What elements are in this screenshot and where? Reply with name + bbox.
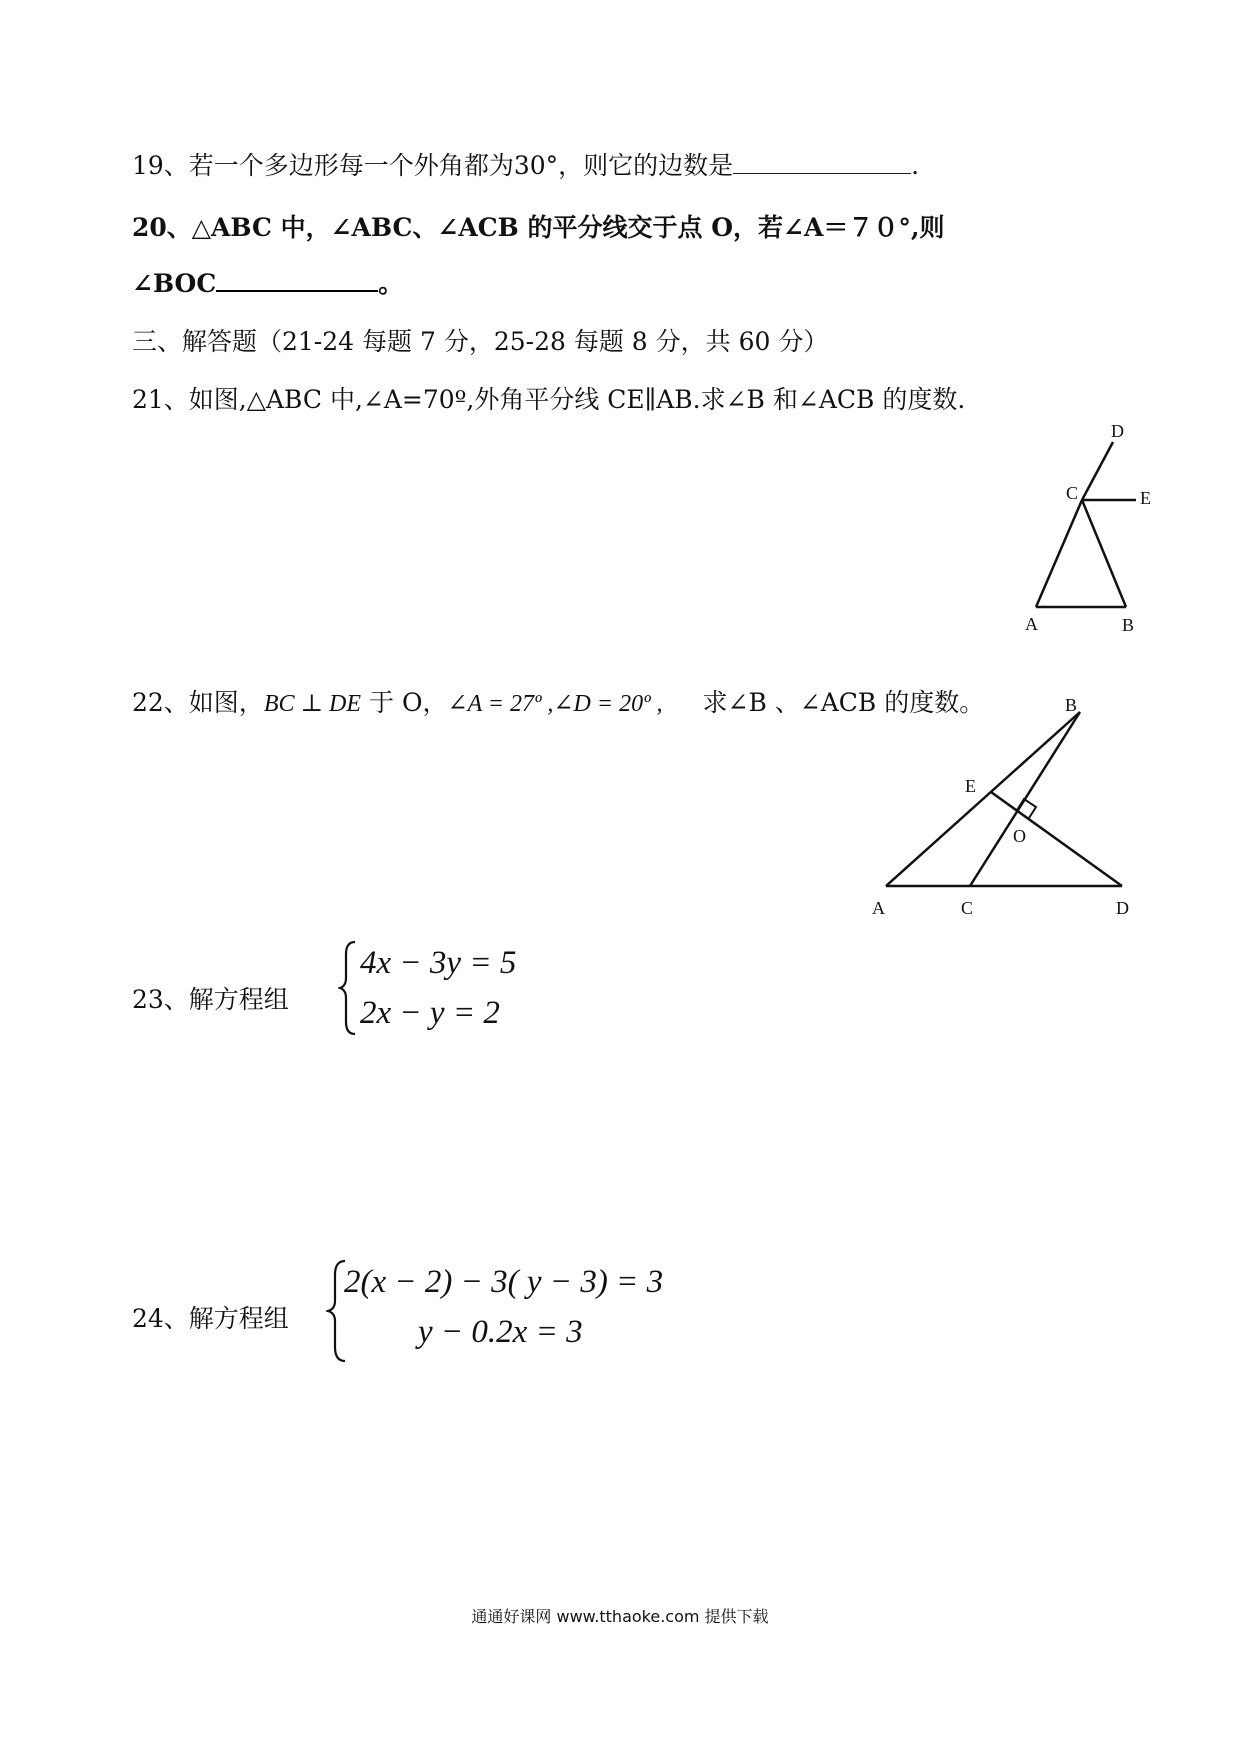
answer-blank-19[interactable] [733, 151, 911, 174]
figure-22-label-a: A [872, 898, 885, 918]
figure-22-label-o: O [1013, 826, 1026, 846]
question-19-end: . [911, 151, 920, 180]
answer-blank-20[interactable] [216, 268, 378, 292]
figure-21-label-a: A [1025, 614, 1038, 634]
figure-21-label-d: D [1111, 421, 1124, 441]
brace-23 [338, 938, 358, 1038]
question-23-label: 23、解方程组 [132, 985, 289, 1014]
equation-24-2: y − 0.2x = 3 [418, 1314, 583, 1350]
section-3-heading: 三、解答题（21-24 每题 7 分，25-28 每题 8 分，共 60 分） [132, 327, 829, 356]
question-21-text: 21、如图,△ABC 中,∠A=70º,外角平分线 CE∥AB.求∠B 和∠ACB 的度数. [132, 385, 966, 414]
equation-system-24 [326, 1257, 686, 1367]
question-22-condition-1: BC ⊥ DE [263, 691, 362, 717]
figure-22-label-b: B [1065, 695, 1078, 715]
question-24-label: 24、解方程组 [132, 1304, 289, 1333]
question-19-text: 19、若一个多边形每一个外角都为30°，则它的边数是 [132, 151, 734, 180]
figure-22-line-ed [991, 792, 1122, 886]
figure-22-triangle [870, 695, 1160, 925]
question-20-line2 [132, 268, 403, 300]
figure-21-line-cb [1082, 500, 1126, 607]
question-22-prefix: 22、如图， [132, 688, 264, 717]
figure-22-label-c: C [961, 898, 974, 918]
figure-21-label-c: C [1066, 483, 1079, 503]
question-22-condition-2: ∠A = 27º ,∠D = 20º , [447, 691, 663, 717]
figure-21-label-b: B [1122, 615, 1135, 635]
figure-22-label-e: E [965, 776, 976, 796]
page-footer: 通通好课网 www.tthaoke.com 提供下载 [471, 1607, 769, 1626]
figure-21-triangle [1010, 420, 1200, 635]
equation-24-1: 2(x − 2) − 3( y − 3) = 3 [344, 1264, 664, 1300]
figure-21-line-ac [1036, 500, 1082, 607]
question-20-angle: ∠BOC [132, 269, 217, 298]
figure-22-line-ab [886, 712, 1080, 886]
figure-21-label-e: E [1140, 488, 1151, 508]
equation-23-2: 2x − y = 2 [360, 995, 500, 1031]
question-22-mid: 于 O， [369, 688, 448, 717]
question-20-end: 。 [378, 269, 404, 298]
equation-system-23 [338, 938, 538, 1038]
equation-23-1: 4x − 3y = 5 [360, 945, 517, 981]
question-19 [132, 150, 919, 182]
figure-22-label-d: D [1116, 898, 1129, 918]
question-22-ask: 求∠B 、∠ACB 的度数。 [702, 688, 985, 717]
question-20-line1: 20、△ABC 中，∠ABC、∠ACB 的平分线交于点 O，若∠A＝７０°,则 [132, 213, 945, 242]
question-22 [132, 687, 984, 720]
figure-21-line-cd [1082, 442, 1113, 500]
